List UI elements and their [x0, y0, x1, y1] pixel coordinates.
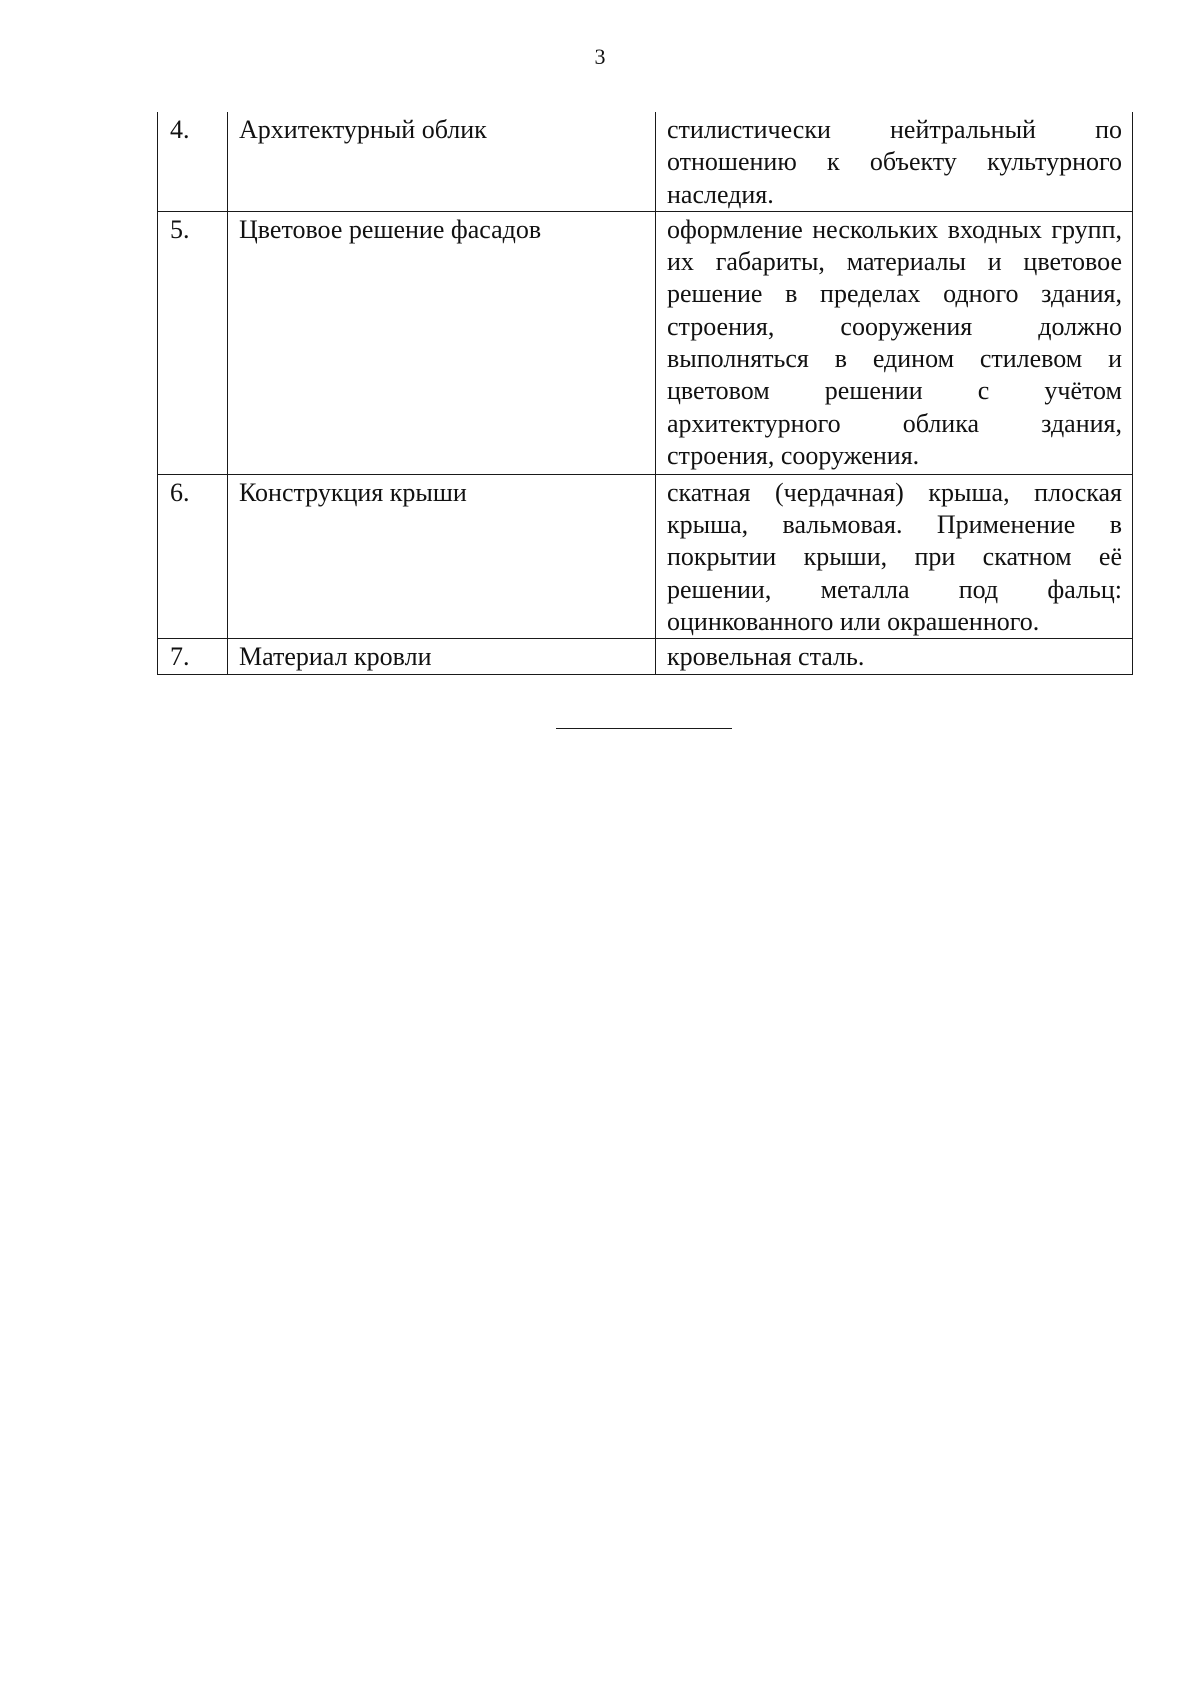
- table-row: [158, 211, 1133, 474]
- parameter-name-cell: [228, 112, 656, 211]
- parameter-name: Материал кровли: [239, 642, 432, 672]
- parameter-description-cell: [656, 211, 1133, 474]
- parameter-description-cell: [656, 474, 1133, 638]
- row-number-cell: [158, 474, 228, 638]
- parameter-name: Архитектурный облик: [239, 115, 487, 144]
- parameter-description: кровельная сталь.: [667, 642, 865, 672]
- table-row: [158, 639, 1133, 674]
- parameter-name-cell: [228, 211, 656, 474]
- parameter-name: Конструкция крыши: [239, 477, 467, 507]
- row-number: 4.: [170, 115, 190, 144]
- page-number: 3: [594, 44, 606, 69]
- parameter-description: стилистически нейтральный по отношению к объекту культурного наследия.: [667, 115, 1122, 209]
- parameter-description: скатная (чердачная) крыша, плоская крыша, вальмовая. Применение в покрытии крыши, при скатном её решении, металла под фальц: оцинкованного или окрашенного.: [667, 477, 1122, 637]
- end-of-document-rule: [556, 728, 732, 729]
- row-number: 6.: [170, 477, 190, 507]
- row-number-cell: [158, 211, 228, 474]
- row-number-cell: [158, 112, 228, 211]
- row-number: 7.: [170, 642, 190, 672]
- requirements-table: [157, 112, 1133, 675]
- parameter-name-cell: [228, 639, 656, 674]
- parameter-description-cell: [656, 112, 1133, 211]
- table-row: [158, 112, 1133, 211]
- parameter-description-cell: [656, 639, 1133, 674]
- parameter-name: Цветовое решение фасадов: [239, 214, 542, 244]
- row-number: 5.: [170, 214, 190, 244]
- parameter-description: оформление нескольких входных групп, их габариты, материалы и цветовое решение в пределах одного здания, строения, сооружения должно выполняться в едином стилевом и цветовом решении с учётом архитектурного облика здания, строения, сооружения.: [667, 214, 1122, 470]
- row-number-cell: [158, 639, 228, 674]
- table-row: [158, 474, 1133, 638]
- parameter-name-cell: [228, 474, 656, 638]
